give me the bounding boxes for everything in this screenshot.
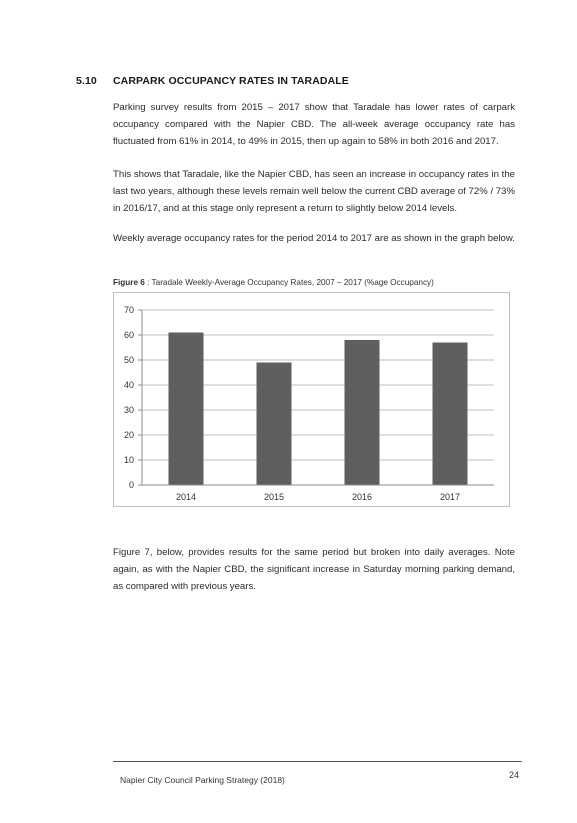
paragraph-increase: This shows that Taradale, like the Napier CBD, has seen an increase in occupancy rates in the last two years, although these levels remain well below the current CBD average of 72% / 73% in 2016/17, and at this stage only represent a return to slightly below 2014 levels. <box>113 169 515 215</box>
x-tick-label: 2015 <box>263 492 285 502</box>
section-number: 5.10 <box>76 75 97 87</box>
paragraph-survey-results: Parking survey results from 2015 – 2017 show that Taradale has lower rates of carpark occupancy compared with the Napier CBD. The all-week average occupancy rate has fluctuated from 61% in 2014, to 49% in 2015, then up again to 58% in both 2016 and 2017. <box>113 102 515 148</box>
section-title: CARPARK OCCUPANCY RATES IN TARADALE <box>113 75 349 87</box>
figure-caption <box>113 278 434 287</box>
y-tick-label: 20 <box>123 430 134 440</box>
page-number: 24 <box>509 770 520 780</box>
y-tick-label: 50 <box>123 355 134 365</box>
x-tick-label: 2014 <box>175 492 197 502</box>
y-tick-label: 30 <box>123 405 134 415</box>
bar-chart-svg <box>114 293 509 506</box>
paragraph-graph-intro: Weekly average occupancy rates for the period 2014 to 2017 are as shown in the graph below. <box>113 233 515 244</box>
bar-2017 <box>433 343 468 486</box>
figure-label: Figure 6 <box>113 278 145 287</box>
bar-2015 <box>257 363 292 486</box>
y-tick-label: 70 <box>123 305 134 315</box>
x-tick-label: 2016 <box>351 492 373 502</box>
bar-chart <box>113 292 510 507</box>
paragraph-figure-7: Figure 7, below, provides results for the same period but broken into daily averages. Note again, as with the Napier CBD, the significant increase in Saturday morning parking demand, as compared with previous years. <box>113 547 515 593</box>
x-tick-label: 2017 <box>439 492 461 502</box>
section-heading <box>76 75 349 87</box>
footer-divider <box>113 761 522 762</box>
y-tick-label: 10 <box>123 455 134 465</box>
bar-2014 <box>169 333 204 486</box>
figure-separator: : <box>144 278 152 287</box>
bar-2016 <box>345 340 380 485</box>
footer-document-title: Napier City Council Parking Strategy (2018) <box>120 775 285 785</box>
y-tick-label: 40 <box>123 380 134 390</box>
y-tick-label: 0 <box>128 480 134 490</box>
y-tick-label: 60 <box>123 330 134 340</box>
figure-caption-text: Taradale Weekly-Average Occupancy Rates, 2007 – 2017 (%age Occupancy) <box>151 278 434 287</box>
